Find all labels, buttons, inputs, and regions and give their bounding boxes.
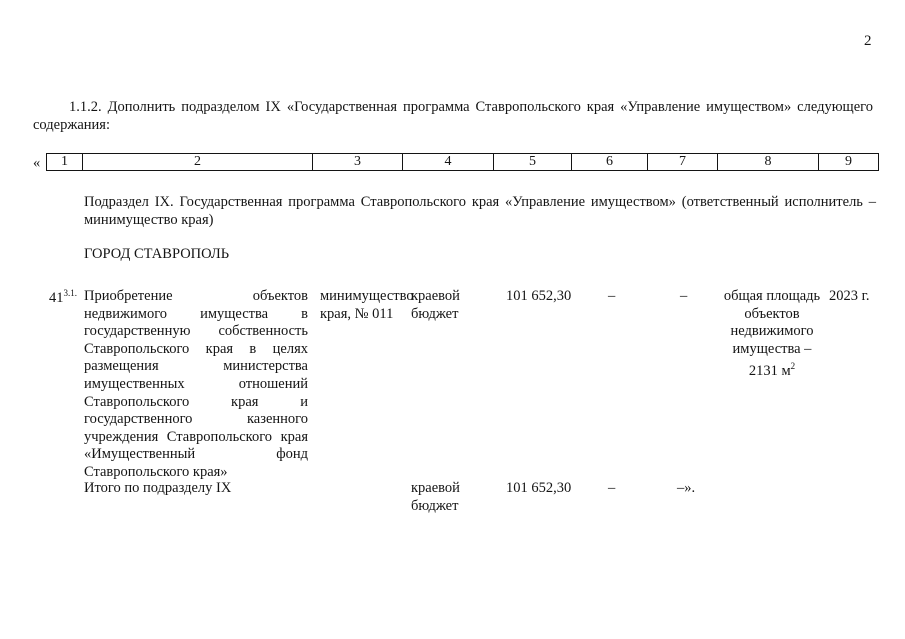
- row-result-text: общая площадь объектов недвижимого имущества – 2131 м: [723, 288, 821, 380]
- column-number: 8: [718, 154, 819, 171]
- column-numbers-row: [47, 154, 879, 171]
- row-year: 2023 г.: [829, 288, 870, 304]
- row-result-sup: 2: [790, 361, 796, 372]
- subsection-text: Государственная программа Ставропольского края «Управление имуществом» (ответственный исполнитель – минимущество края): [84, 194, 877, 228]
- total-source: краевой бюджет: [411, 480, 460, 514]
- intro-paragraph: 1.1.2. Дополнить подразделом IX «Государственная программа Ставропольского края «Управление имуществом» следующего содержания:: [33, 99, 873, 133]
- row-col6: –: [608, 288, 616, 304]
- row-amount: 101 652,30: [506, 288, 572, 304]
- total-label: Итого по подразделу IX: [84, 480, 232, 496]
- subsection-label: Подраздел IX.: [84, 194, 174, 210]
- column-number: 3: [313, 154, 403, 171]
- row-executor: минимущество края, № 011: [320, 288, 414, 322]
- row-result: [723, 288, 821, 381]
- total-amount: 101 652,30: [506, 480, 572, 496]
- row-col7: –: [680, 288, 688, 304]
- row-number-sup: 3.1.: [63, 288, 77, 298]
- subsection-heading: [84, 193, 876, 229]
- row-name: Приобретение объектов недвижимого имущества в государственную собственность Ставропольского края в целях размещения министерства имущественных отношений Ставропольского края и государственного казенного учреждения Ставропольского края «Имущественный фонд Ставропольского края»: [84, 288, 308, 480]
- row-source: краевой бюджет: [411, 288, 460, 322]
- table-open-quote: «: [33, 155, 41, 171]
- column-numbers-table: [46, 153, 879, 171]
- column-number: 9: [819, 154, 879, 171]
- total-col7: –».: [677, 480, 696, 496]
- column-number: 6: [572, 154, 648, 171]
- column-number: 1: [47, 154, 83, 171]
- row-number-main: 41: [49, 289, 64, 306]
- column-number: 4: [403, 154, 494, 171]
- row-number: [49, 288, 77, 307]
- column-number: 5: [494, 154, 572, 171]
- page-number: 2: [864, 33, 872, 49]
- column-number: 2: [83, 154, 313, 171]
- column-number: 7: [648, 154, 718, 171]
- city-heading: ГОРОД СТАВРОПОЛЬ: [84, 246, 230, 262]
- total-col6: –: [608, 480, 616, 496]
